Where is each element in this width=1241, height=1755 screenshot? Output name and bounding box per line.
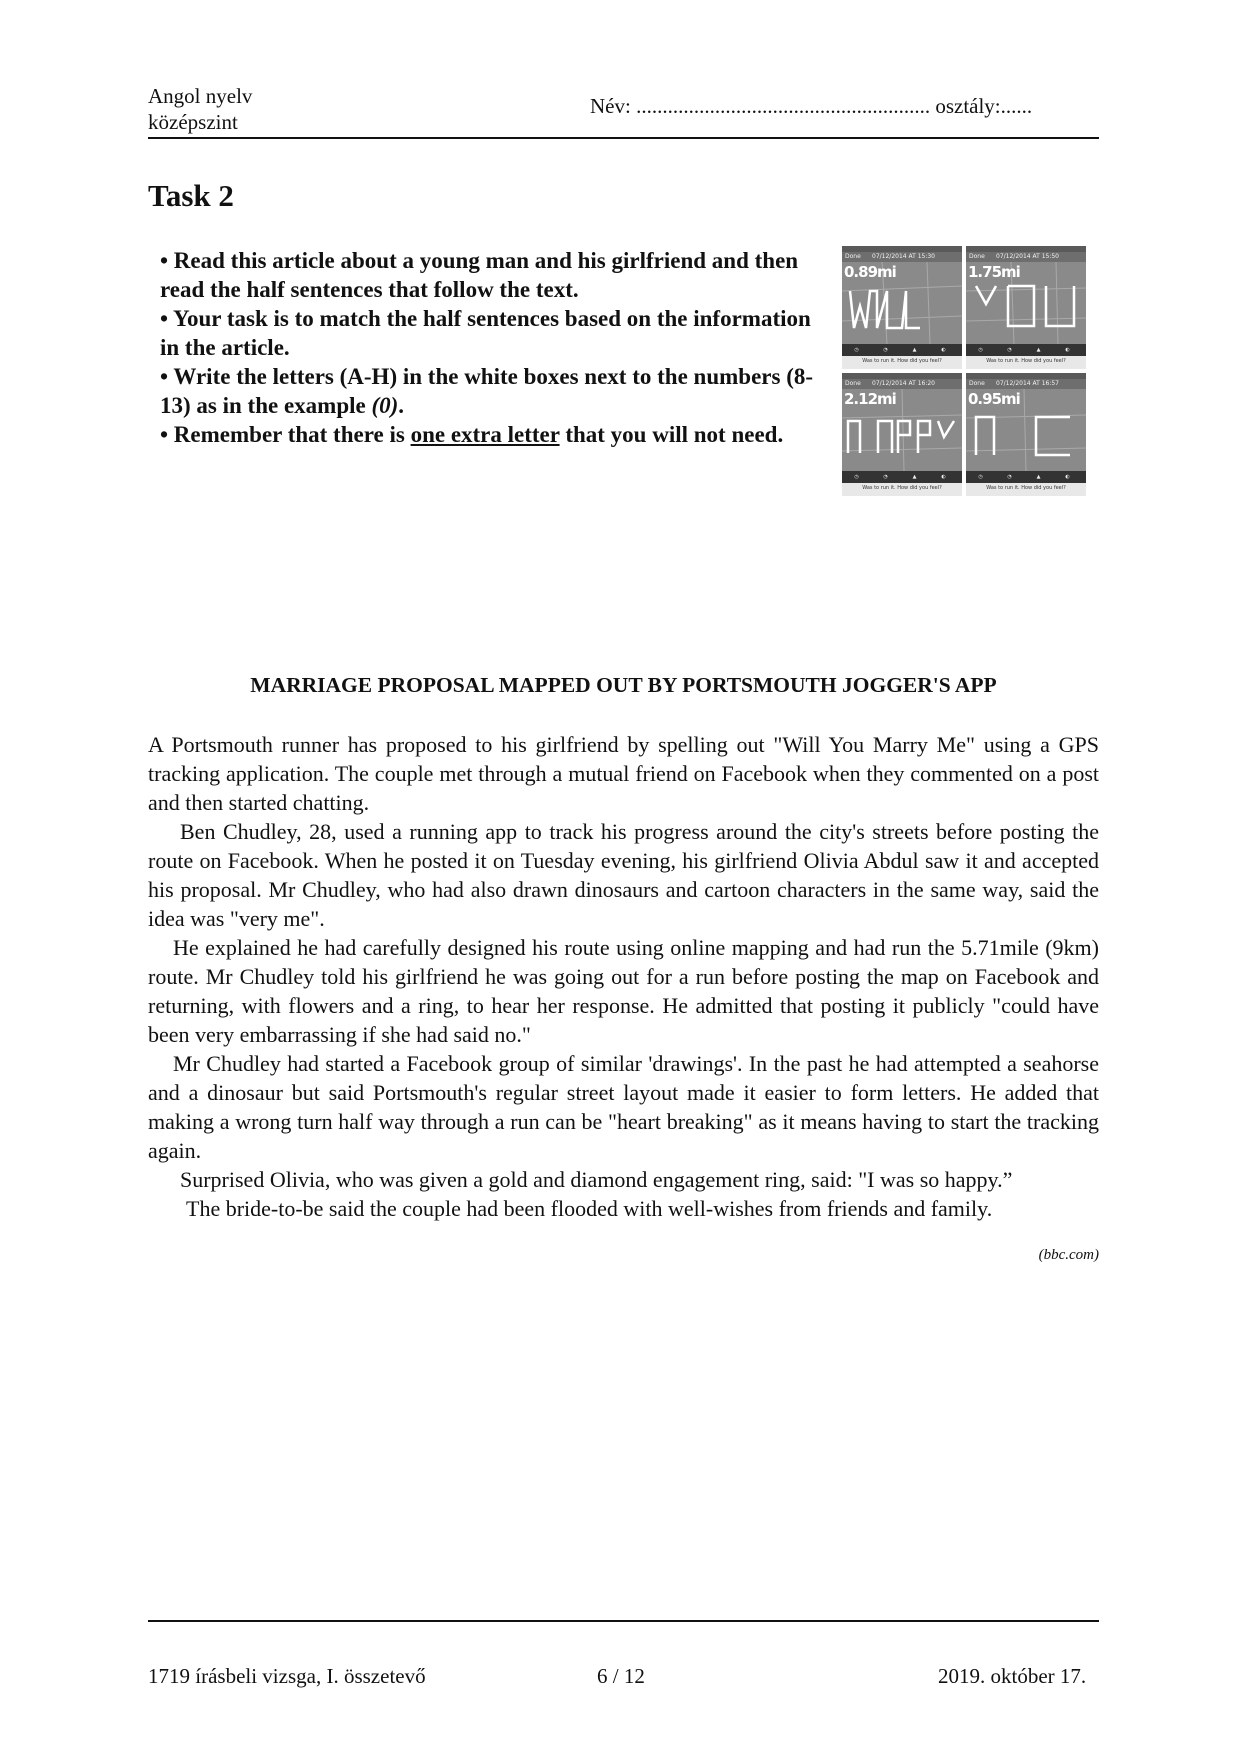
- map-caption: Was to run it. How did you feel?: [862, 485, 942, 491]
- article-paragraph-6: The bride-to-be said the couple had been flooded with well-wishes from friends and family.: [186, 1196, 993, 1221]
- run-timestamp: 07/12/2014 AT 16:57: [996, 380, 1059, 387]
- footer-divider: [148, 1620, 1099, 1622]
- stats-bar: ◷ ◔ ▲ ◐: [842, 344, 962, 356]
- done-label: Done: [969, 253, 985, 260]
- subject-label: [148, 83, 252, 135]
- done-label: Done: [845, 253, 861, 260]
- article-source: (bbc.com): [1038, 1247, 1099, 1263]
- article-body: [148, 730, 1099, 1223]
- map-screen: [842, 246, 962, 356]
- done-label: Done: [969, 380, 985, 387]
- app-top-bar: [842, 379, 962, 389]
- task-instructions: [160, 246, 820, 449]
- instruction-3: [160, 362, 820, 420]
- run-distance: 1.75mi: [968, 263, 1020, 281]
- map-caption: Was to run it. How did you feel?: [986, 358, 1066, 364]
- stats-bar: ◷ ◔ ▲ ◐: [966, 471, 1086, 483]
- map-screen: [966, 373, 1086, 483]
- footer-date: 2019. október 17.: [938, 1664, 1087, 1688]
- instruction-4-text: • Remember that there is: [160, 422, 411, 447]
- gps-map-screenshots: [842, 246, 1086, 496]
- instruction-2: • Your task is to match the half sentences based on the information in the article.: [160, 306, 811, 360]
- article-title: MARRIAGE PROPOSAL MAPPED OUT BY PORTSMOUTH JOGGER'S APP: [250, 673, 997, 697]
- footer-exam-code: 1719 írásbeli vizsga, I. összetevő: [148, 1664, 426, 1688]
- article-paragraph-3: He explained he had carefully designed his route using online mapping and had run the 5.71mile (9km) route. Mr Chudley told his girlfriend he was going out for a run before posting the map on Facebook and returning, with flowers and a ring, to hear her response. He admitted that posting it publicly "could have been very embarrassing if she had said no.": [148, 935, 1099, 1047]
- article-paragraph-5: Surprised Olivia, who was given a gold and diamond engagement ring, said: "I was so happy.”: [180, 1167, 1013, 1192]
- map-screenshot-will: [842, 246, 962, 369]
- run-timestamp: 07/12/2014 AT 15:50: [996, 253, 1059, 260]
- run-distance: 0.95mi: [968, 390, 1020, 408]
- app-top-bar: [966, 252, 1086, 262]
- instruction-4-underlined: one extra letter: [410, 422, 560, 447]
- app-top-bar: [966, 379, 1086, 389]
- run-timestamp: 07/12/2014 AT 15:30: [872, 253, 935, 260]
- article-paragraph-4: Mr Chudley had started a Facebook group of similar 'drawings'. In the past he had attempted a seahorse and a dinosaur but said Portsmouth's regular street layout made it easier to form letters. He added that making a wrong turn half way through a run can be "heart breaking" as it means having to start the tracking again.: [148, 1051, 1099, 1163]
- map-screen: [966, 246, 1086, 356]
- subject-line-2: középszint: [148, 110, 238, 134]
- map-screenshot-you: [966, 246, 1086, 369]
- name-class-field: Név: ........................................................ osztály:......: [590, 94, 1033, 118]
- article-paragraph-1: A Portsmouth runner has proposed to his girlfriend by spelling out "Will You Marry Me" using a GPS tracking application. The couple met through a mutual friend on Facebook when they commented on a post and then started chatting.: [148, 732, 1099, 815]
- instruction-1: • Read this article about a young man and his girlfriend and then read the half sentences that follow the text.: [160, 248, 799, 302]
- run-timestamp: 07/12/2014 AT 16:20: [872, 380, 935, 387]
- stats-bar: ◷ ◔ ▲ ◐: [966, 344, 1086, 356]
- subject-line-1: Angol nyelv: [148, 84, 253, 108]
- done-label: Done: [845, 380, 861, 387]
- stats-bar: ◷ ◔ ▲ ◐: [842, 471, 962, 483]
- header-divider: [148, 137, 1099, 139]
- instruction-4-end: that you will not need.: [559, 422, 784, 447]
- map-screenshot-me: [966, 373, 1086, 496]
- instruction-3-end: .: [398, 393, 405, 418]
- run-distance: 0.89mi: [844, 263, 896, 281]
- app-top-bar: [842, 252, 962, 262]
- run-distance: 2.12mi: [844, 390, 896, 408]
- task-title: Task 2: [148, 178, 234, 213]
- map-screenshot-marry: [842, 373, 962, 496]
- map-caption: Was to run it. How did you feel?: [862, 358, 942, 364]
- map-screen: [842, 373, 962, 483]
- instruction-3-example: (0): [371, 393, 399, 418]
- instruction-4: [160, 420, 820, 449]
- article-paragraph-2: Ben Chudley, 28, used a running app to track his progress around the city's streets before posting the route on Facebook. When he posted it on Tuesday evening, his girlfriend Olivia Abdul saw it and accepted his proposal. Mr Chudley, who had also drawn dinosaurs and cartoon characters in the same way, said the idea was "very me".: [148, 819, 1099, 931]
- instruction-3-text: • Write the letters (A-H) in the white boxes next to the numbers (8-13) as in the example: [160, 364, 814, 418]
- map-caption: Was to run it. How did you feel?: [986, 485, 1066, 491]
- footer-page-number: 6 / 12: [597, 1664, 645, 1688]
